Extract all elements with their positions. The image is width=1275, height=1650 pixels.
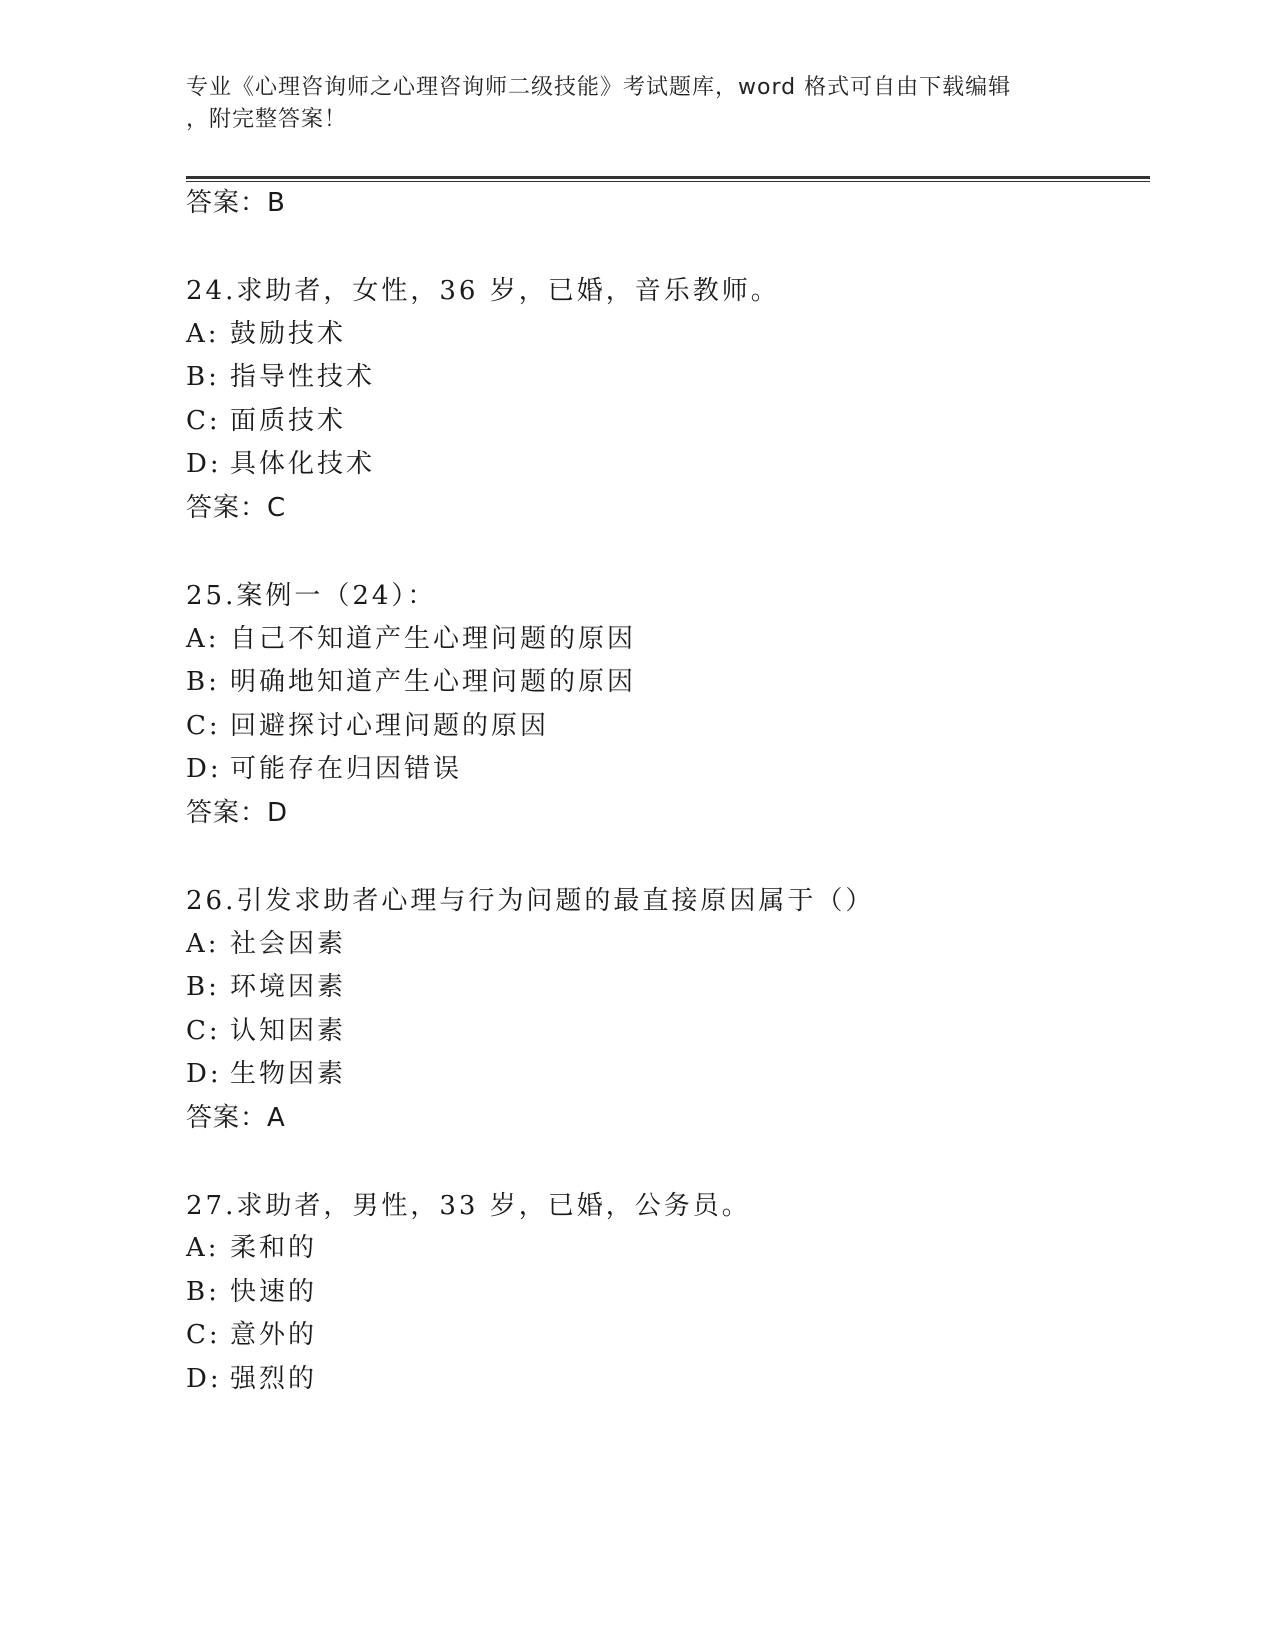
option-text: 意外的 <box>230 1320 318 1350</box>
option-text: 可能存在归因错误 <box>230 754 463 784</box>
option-text: 回避探讨心理问题的原因 <box>230 711 550 741</box>
option-text: 快速的 <box>230 1277 318 1307</box>
option-letter: C: <box>186 1016 221 1046</box>
question-27-option-c <box>186 1318 317 1352</box>
question-24: 24.求助者，女性，36 岁，已婚，音乐教师。 <box>186 276 780 306</box>
option-letter: D: <box>186 1364 222 1394</box>
option-letter: D: <box>186 1059 222 1089</box>
option-text: 明确地知道产生心理问题的原因 <box>230 667 637 697</box>
question-26-answer: 答案：A <box>186 1103 286 1133</box>
header-line-2: ，附完整答案！ <box>186 107 348 132</box>
header-rule-thick <box>186 176 1150 179</box>
option-text: 认知因素 <box>230 1016 347 1046</box>
question-25-answer: 答案：D <box>186 798 289 828</box>
question-27-option-a <box>186 1231 317 1265</box>
option-text: 生物因素 <box>230 1059 347 1089</box>
option-letter: D: <box>186 754 222 784</box>
option-text: 鼓励技术 <box>230 319 347 349</box>
question-27-option-d <box>186 1362 317 1396</box>
header-line-1: 专业《心理咨询师之心理咨询师二级技能》考试题库，word 格式可自由下载编辑 <box>186 75 1012 100</box>
question-27: 27.求助者，男性，33 岁，已婚，公务员。 <box>186 1191 751 1221</box>
option-letter: C: <box>186 711 221 741</box>
option-text: 具体化技术 <box>230 449 376 479</box>
option-text: 社会因素 <box>230 929 347 959</box>
option-text: 柔和的 <box>230 1233 318 1263</box>
question-24-option-d <box>186 447 375 481</box>
option-letter: A: <box>186 624 220 654</box>
question-26-option-c <box>186 1014 346 1048</box>
option-letter: A: <box>186 929 220 959</box>
question-24-option-a <box>186 317 346 351</box>
option-text: 环境因素 <box>230 972 347 1002</box>
question-24-option-c <box>186 404 346 438</box>
option-letter: A: <box>186 1233 220 1263</box>
option-letter: B: <box>186 972 220 1002</box>
option-text: 强烈的 <box>230 1364 318 1394</box>
option-letter: B: <box>186 1277 220 1307</box>
question-24-option-b <box>186 360 375 394</box>
option-text: 指导性技术 <box>230 362 376 392</box>
question-26-option-d <box>186 1057 346 1091</box>
option-letter: C: <box>186 1320 221 1350</box>
question-26: 26.引发求助者心理与行为问题的最直接原因属于（） <box>186 886 875 916</box>
question-25-option-a <box>186 622 636 656</box>
option-letter: B: <box>186 667 220 697</box>
header-rule-thin <box>186 181 1150 182</box>
option-letter: B: <box>186 362 220 392</box>
option-letter: D: <box>186 449 222 479</box>
previous-answer: 答案：B <box>186 188 286 218</box>
question-26-option-b <box>186 970 346 1004</box>
question-27-option-b <box>186 1275 317 1309</box>
option-letter: C: <box>186 406 221 436</box>
question-25-option-c <box>186 709 549 743</box>
page-header <box>186 72 1086 136</box>
option-text: 自己不知道产生心理问题的原因 <box>230 624 637 654</box>
question-25-option-d <box>186 752 462 786</box>
option-letter: A: <box>186 319 220 349</box>
question-25-option-b <box>186 665 636 699</box>
question-26-option-a <box>186 927 346 961</box>
option-text: 面质技术 <box>230 406 347 436</box>
question-25: 25.案例一（24）： <box>186 581 437 611</box>
question-24-answer: 答案：C <box>186 493 287 523</box>
